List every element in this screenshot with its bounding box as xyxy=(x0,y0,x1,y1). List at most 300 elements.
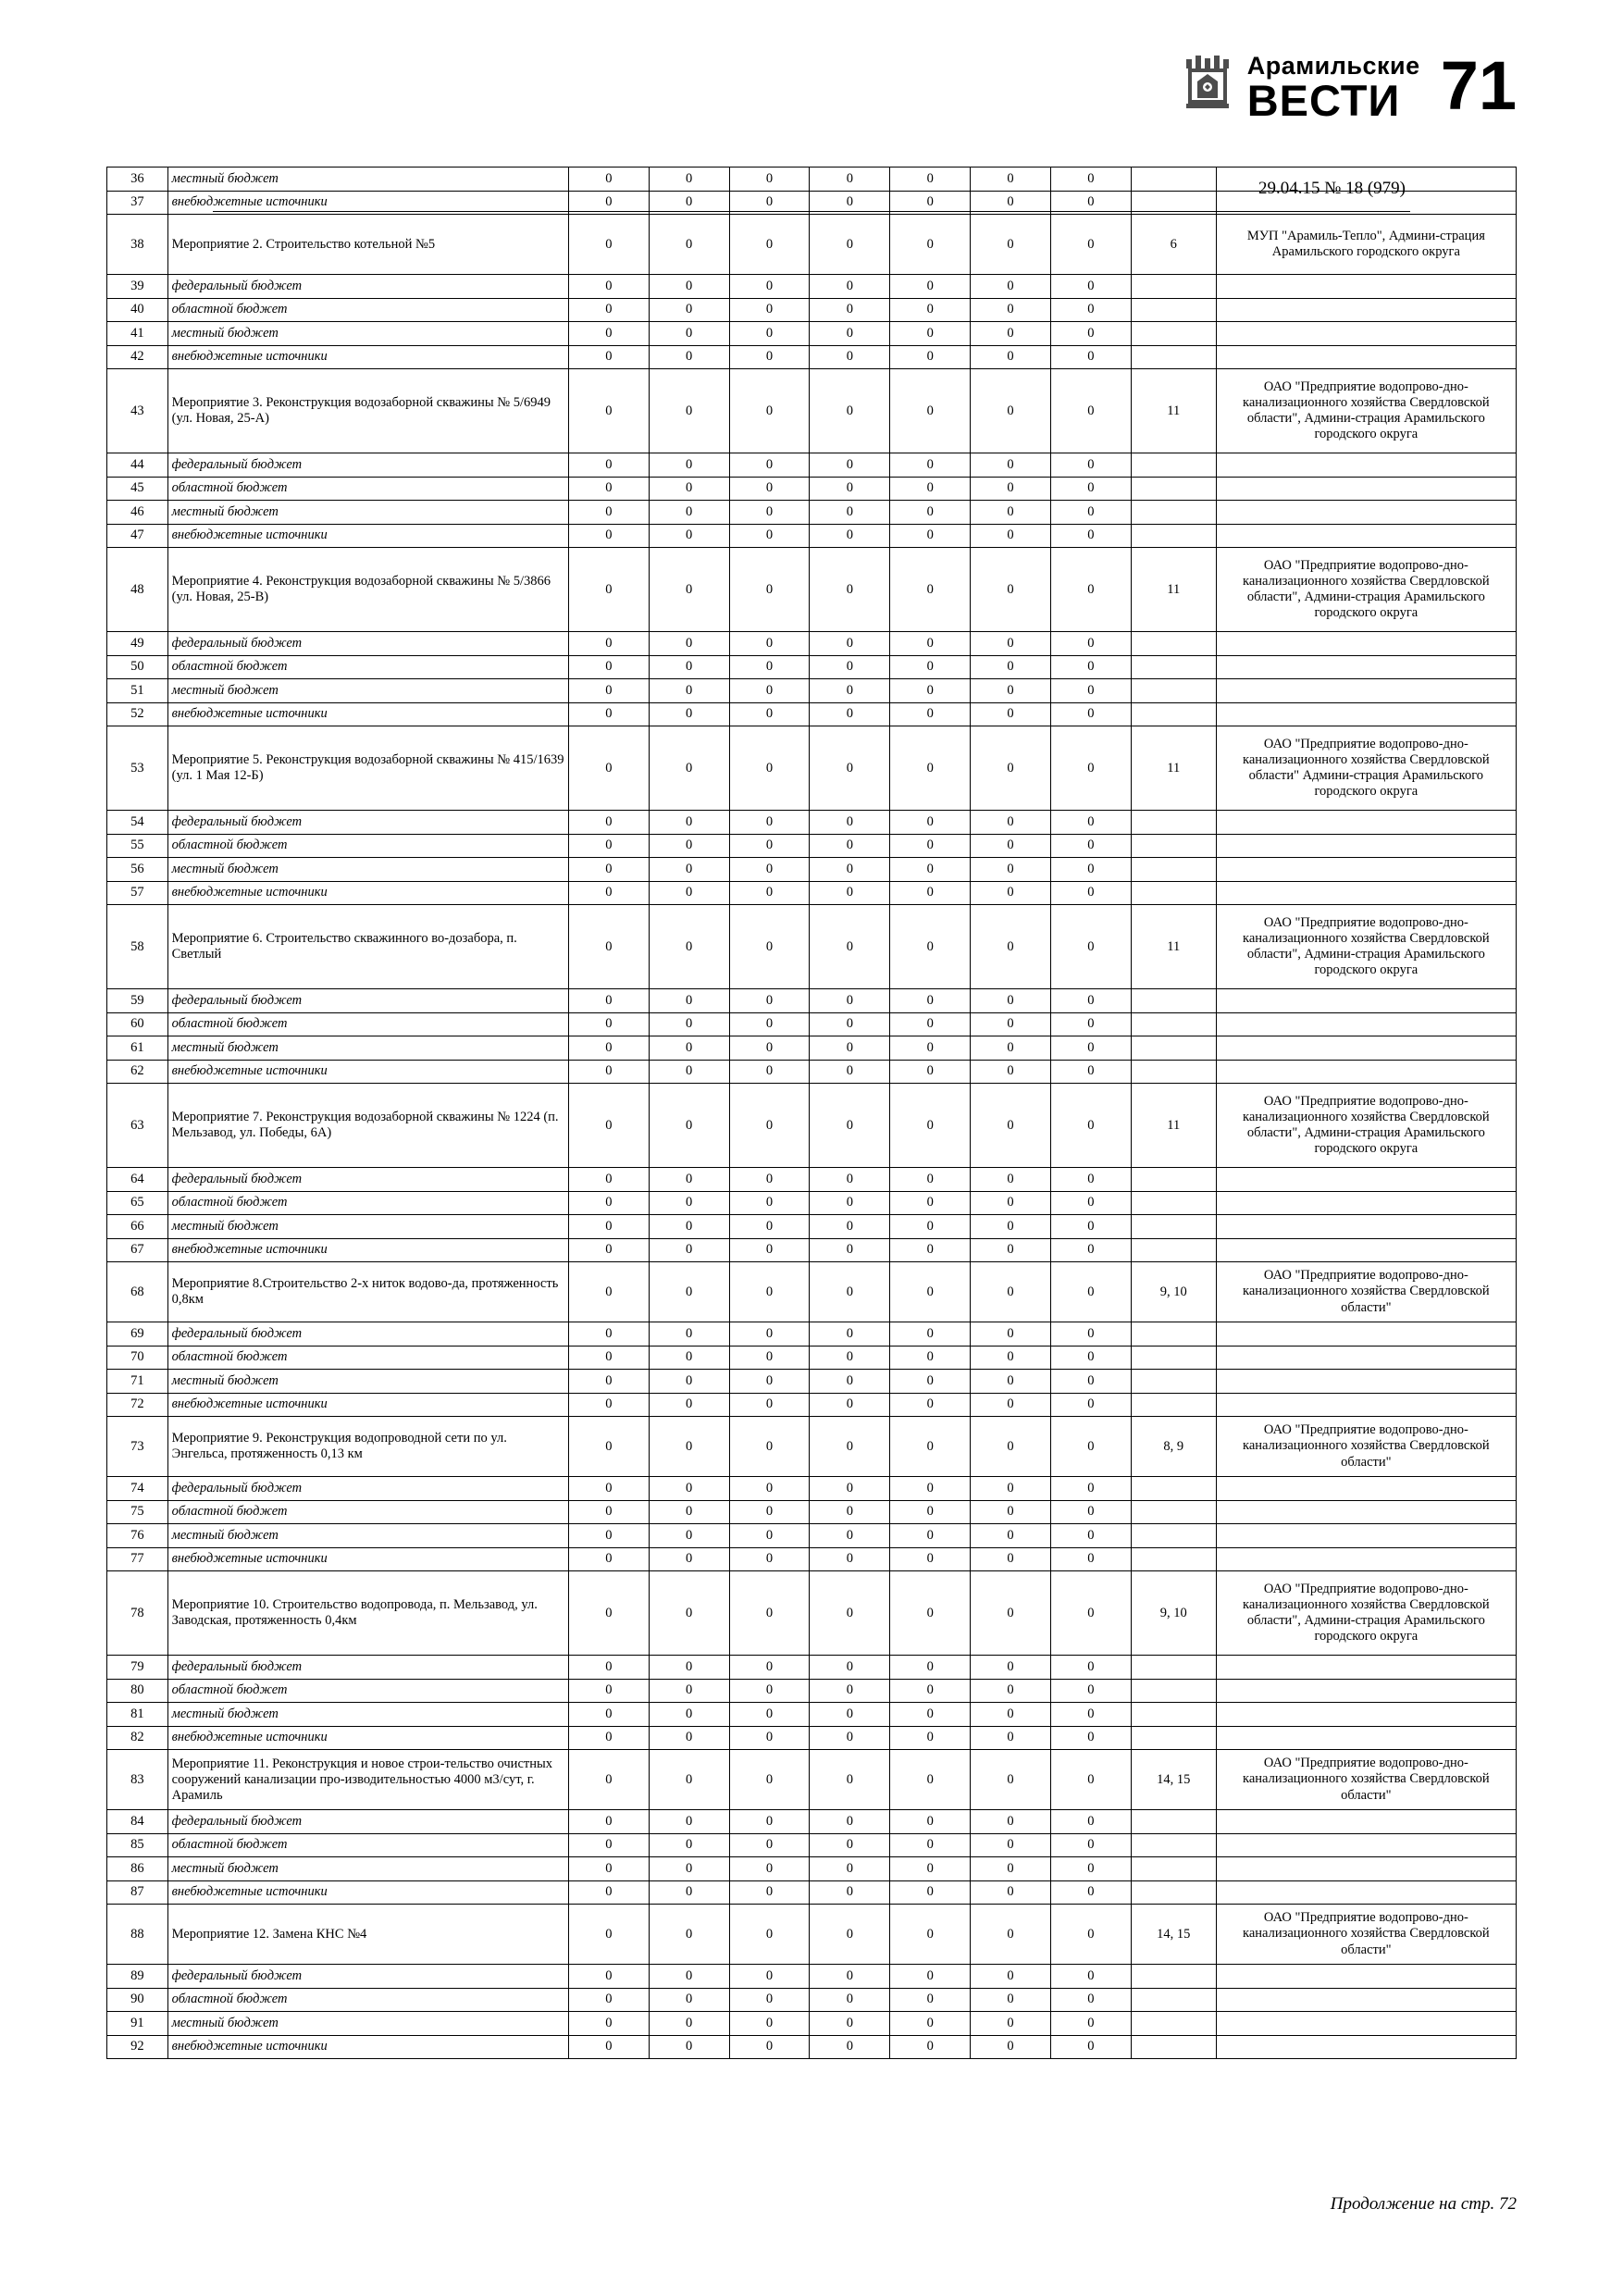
row-value: 0 xyxy=(971,477,1051,501)
row-number: 77 xyxy=(107,1547,168,1571)
table-row xyxy=(107,1012,1517,1036)
row-value: 0 xyxy=(890,905,971,989)
row-executor xyxy=(1216,1322,1516,1347)
row-value: 0 xyxy=(729,1393,810,1417)
row-label: местный бюджет xyxy=(167,1524,568,1548)
row-value: 0 xyxy=(649,191,729,215)
row-value: 0 xyxy=(649,989,729,1013)
row-number: 69 xyxy=(107,1322,168,1347)
row-value: 0 xyxy=(810,881,890,905)
row-value: 0 xyxy=(890,1905,971,1965)
row-target-ref xyxy=(1131,1524,1216,1548)
row-value: 0 xyxy=(729,322,810,346)
row-value: 0 xyxy=(729,2035,810,2059)
row-value: 0 xyxy=(649,298,729,322)
row-number: 50 xyxy=(107,655,168,679)
row-value: 0 xyxy=(810,345,890,369)
row-value: 0 xyxy=(890,811,971,835)
row-label: федеральный бюджет xyxy=(167,1656,568,1680)
row-value: 0 xyxy=(568,369,649,453)
row-value: 0 xyxy=(890,1215,971,1239)
row-value: 0 xyxy=(890,298,971,322)
row-target-ref: 11 xyxy=(1131,1084,1216,1168)
row-number: 44 xyxy=(107,453,168,478)
table-row xyxy=(107,524,1517,548)
row-value: 0 xyxy=(971,905,1051,989)
row-value: 0 xyxy=(1050,1346,1131,1370)
row-number: 52 xyxy=(107,702,168,726)
table-row xyxy=(107,1168,1517,1192)
row-value: 0 xyxy=(810,1905,890,1965)
row-value: 0 xyxy=(649,1168,729,1192)
table-row xyxy=(107,1393,1517,1417)
row-executor xyxy=(1216,1965,1516,1989)
row-label: внебюджетные источники xyxy=(167,881,568,905)
row-label: федеральный бюджет xyxy=(167,811,568,835)
paper-name-line2: ВЕСТИ xyxy=(1246,76,1401,125)
row-value: 0 xyxy=(649,1012,729,1036)
row-value: 0 xyxy=(810,215,890,275)
table-row xyxy=(107,1262,1517,1322)
row-value: 0 xyxy=(810,1393,890,1417)
row-executor xyxy=(1216,1168,1516,1192)
row-value: 0 xyxy=(890,1238,971,1262)
row-label: федеральный бюджет xyxy=(167,989,568,1013)
row-target-ref xyxy=(1131,811,1216,835)
row-target-ref xyxy=(1131,1833,1216,1857)
row-executor xyxy=(1216,1524,1516,1548)
row-value: 0 xyxy=(1050,726,1131,811)
row-target-ref xyxy=(1131,501,1216,525)
table-row xyxy=(107,2012,1517,2036)
row-value: 0 xyxy=(1050,453,1131,478)
row-value: 0 xyxy=(568,702,649,726)
row-executor: ОАО "Предприятие водопрово-дно-канализационного хозяйства Свердловской области", Админи-страция Арамильского городского округа xyxy=(1216,905,1516,989)
row-value: 0 xyxy=(1050,548,1131,632)
row-value: 0 xyxy=(810,632,890,656)
table-row xyxy=(107,1547,1517,1571)
row-value: 0 xyxy=(729,702,810,726)
row-value: 0 xyxy=(971,1477,1051,1501)
row-value: 0 xyxy=(971,524,1051,548)
row-value: 0 xyxy=(890,2035,971,2059)
row-value: 0 xyxy=(568,632,649,656)
row-number: 56 xyxy=(107,858,168,882)
row-value: 0 xyxy=(649,1810,729,1834)
row-value: 0 xyxy=(890,1750,971,1810)
row-label: Мероприятие 5. Реконструкция водозаборной скважины № 415/1639 (ул. 1 Мая 12-Б) xyxy=(167,726,568,811)
row-value: 0 xyxy=(729,501,810,525)
row-target-ref xyxy=(1131,679,1216,703)
row-value: 0 xyxy=(729,1726,810,1750)
row-target-ref xyxy=(1131,298,1216,322)
row-value: 0 xyxy=(568,548,649,632)
table-row xyxy=(107,858,1517,882)
row-value: 0 xyxy=(1050,834,1131,858)
row-value: 0 xyxy=(971,858,1051,882)
row-value: 0 xyxy=(810,1726,890,1750)
row-number: 68 xyxy=(107,1262,168,1322)
row-value: 0 xyxy=(729,2012,810,2036)
row-value: 0 xyxy=(568,501,649,525)
row-value: 0 xyxy=(729,1988,810,2012)
row-value: 0 xyxy=(568,1012,649,1036)
row-value: 0 xyxy=(568,1656,649,1680)
row-executor xyxy=(1216,1238,1516,1262)
row-value: 0 xyxy=(729,524,810,548)
row-value: 0 xyxy=(890,1012,971,1036)
row-value: 0 xyxy=(971,1262,1051,1322)
row-value: 0 xyxy=(729,191,810,215)
row-label: областной бюджет xyxy=(167,834,568,858)
row-value: 0 xyxy=(1050,2012,1131,2036)
row-value: 0 xyxy=(890,345,971,369)
row-target-ref xyxy=(1131,1168,1216,1192)
row-value: 0 xyxy=(810,1750,890,1810)
table-row xyxy=(107,1036,1517,1061)
row-value: 0 xyxy=(729,1477,810,1501)
row-value: 0 xyxy=(729,1238,810,1262)
row-executor: ОАО "Предприятие водопрово-дно-канализационного хозяйства Свердловской области" xyxy=(1216,1417,1516,1477)
row-executor: ОАО "Предприятие водопрово-дно-канализационного хозяйства Свердловской области" xyxy=(1216,1905,1516,1965)
row-value: 0 xyxy=(1050,1370,1131,1394)
row-target-ref xyxy=(1131,1238,1216,1262)
row-label: Мероприятие 11. Реконструкция и новое строи-тельство очистных сооружений канализации про-изводительностью 4000 м3/сут, г. Арамиль xyxy=(167,1750,568,1810)
row-value: 0 xyxy=(568,322,649,346)
row-value: 0 xyxy=(568,2012,649,2036)
table-row xyxy=(107,632,1517,656)
row-target-ref: 8, 9 xyxy=(1131,1417,1216,1477)
table-row xyxy=(107,905,1517,989)
row-executor: ОАО "Предприятие водопрово-дно-канализационного хозяйства Свердловской области", Админи-страция Арамильского городского округа xyxy=(1216,369,1516,453)
table-row xyxy=(107,726,1517,811)
row-number: 43 xyxy=(107,369,168,453)
row-target-ref xyxy=(1131,1477,1216,1501)
row-value: 0 xyxy=(971,679,1051,703)
row-value: 0 xyxy=(810,1370,890,1394)
row-number: 38 xyxy=(107,215,168,275)
row-value: 0 xyxy=(1050,275,1131,299)
row-value: 0 xyxy=(810,322,890,346)
row-value: 0 xyxy=(649,905,729,989)
row-target-ref xyxy=(1131,702,1216,726)
row-label: федеральный бюджет xyxy=(167,275,568,299)
row-value: 0 xyxy=(810,1168,890,1192)
row-value: 0 xyxy=(890,1370,971,1394)
row-target-ref xyxy=(1131,858,1216,882)
row-value: 0 xyxy=(1050,1084,1131,1168)
row-number: 45 xyxy=(107,477,168,501)
row-value: 0 xyxy=(568,1880,649,1905)
row-value: 0 xyxy=(890,275,971,299)
row-label: внебюджетные источники xyxy=(167,1060,568,1084)
row-label: местный бюджет xyxy=(167,1857,568,1881)
row-label: областной бюджет xyxy=(167,1988,568,2012)
row-number: 86 xyxy=(107,1857,168,1881)
row-value: 0 xyxy=(729,1810,810,1834)
row-executor xyxy=(1216,1547,1516,1571)
row-value: 0 xyxy=(729,215,810,275)
row-target-ref xyxy=(1131,1012,1216,1036)
row-value: 0 xyxy=(890,1168,971,1192)
row-label: федеральный бюджет xyxy=(167,453,568,478)
row-value: 0 xyxy=(649,1703,729,1727)
row-value: 0 xyxy=(890,1571,971,1656)
row-value: 0 xyxy=(971,1084,1051,1168)
row-value: 0 xyxy=(890,1500,971,1524)
row-value: 0 xyxy=(649,726,729,811)
row-executor xyxy=(1216,1500,1516,1524)
row-target-ref xyxy=(1131,1679,1216,1703)
table-row xyxy=(107,1905,1517,1965)
row-value: 0 xyxy=(649,1965,729,1989)
row-value: 0 xyxy=(890,834,971,858)
row-value: 0 xyxy=(729,548,810,632)
row-label: областной бюджет xyxy=(167,298,568,322)
row-executor xyxy=(1216,345,1516,369)
row-label: внебюджетные источники xyxy=(167,702,568,726)
table-row xyxy=(107,1060,1517,1084)
table-row xyxy=(107,2035,1517,2059)
row-value: 0 xyxy=(971,345,1051,369)
row-value: 0 xyxy=(890,1191,971,1215)
row-value: 0 xyxy=(971,1750,1051,1810)
issue-line: 29.04.15 № 18 (979) xyxy=(1258,179,1406,198)
row-value: 0 xyxy=(568,2035,649,2059)
row-value: 0 xyxy=(810,1571,890,1656)
row-value: 0 xyxy=(568,1036,649,1061)
row-number: 37 xyxy=(107,191,168,215)
row-value: 0 xyxy=(1050,501,1131,525)
row-value: 0 xyxy=(568,191,649,215)
row-number: 78 xyxy=(107,1571,168,1656)
table-row xyxy=(107,1346,1517,1370)
row-value: 0 xyxy=(568,858,649,882)
row-target-ref: 11 xyxy=(1131,905,1216,989)
row-value: 0 xyxy=(649,477,729,501)
row-value: 0 xyxy=(1050,1750,1131,1810)
row-label: местный бюджет xyxy=(167,1703,568,1727)
row-label: Мероприятие 10. Строительство водопровода, п. Мельзавод, ул. Заводская, протяженность 0,4км xyxy=(167,1571,568,1656)
row-value: 0 xyxy=(729,1500,810,1524)
row-value: 0 xyxy=(1050,679,1131,703)
row-value: 0 xyxy=(568,655,649,679)
row-value: 0 xyxy=(568,1168,649,1192)
row-value: 0 xyxy=(729,1857,810,1881)
row-value: 0 xyxy=(810,1036,890,1061)
row-value: 0 xyxy=(568,989,649,1013)
row-value: 0 xyxy=(649,1262,729,1322)
row-target-ref: 9, 10 xyxy=(1131,1262,1216,1322)
table-row xyxy=(107,1656,1517,1680)
row-value: 0 xyxy=(1050,632,1131,656)
row-value: 0 xyxy=(971,1191,1051,1215)
row-value: 0 xyxy=(971,1322,1051,1347)
row-value: 0 xyxy=(971,1833,1051,1857)
row-value: 0 xyxy=(1050,905,1131,989)
row-executor: МУП "Арамиль-Тепло", Админи-страция Арамильского городского округа xyxy=(1216,215,1516,275)
row-number: 80 xyxy=(107,1679,168,1703)
table-row xyxy=(107,1571,1517,1656)
row-executor xyxy=(1216,1477,1516,1501)
row-value: 0 xyxy=(729,275,810,299)
row-label: местный бюджет xyxy=(167,501,568,525)
row-value: 0 xyxy=(568,1238,649,1262)
row-number: 48 xyxy=(107,548,168,632)
row-value: 0 xyxy=(971,2012,1051,2036)
row-value: 0 xyxy=(810,1477,890,1501)
row-value: 0 xyxy=(729,1322,810,1347)
row-value: 0 xyxy=(971,1524,1051,1548)
row-value: 0 xyxy=(971,1215,1051,1239)
row-value: 0 xyxy=(810,548,890,632)
row-value: 0 xyxy=(568,1726,649,1750)
row-target-ref xyxy=(1131,1191,1216,1215)
row-target-ref xyxy=(1131,1393,1216,1417)
row-target-ref xyxy=(1131,1988,1216,2012)
row-value: 0 xyxy=(729,453,810,478)
row-value: 0 xyxy=(568,1833,649,1857)
row-value: 0 xyxy=(810,1215,890,1239)
row-executor xyxy=(1216,679,1516,703)
row-value: 0 xyxy=(810,1322,890,1347)
row-value: 0 xyxy=(649,1417,729,1477)
row-value: 0 xyxy=(971,881,1051,905)
table-row xyxy=(107,1703,1517,1727)
row-label: федеральный бюджет xyxy=(167,1477,568,1501)
row-value: 0 xyxy=(810,811,890,835)
row-label: Мероприятие 9. Реконструкция водопроводной сети по ул. Энгельса, протяженность 0,13 км xyxy=(167,1417,568,1477)
table-row xyxy=(107,1322,1517,1347)
row-value: 0 xyxy=(1050,989,1131,1013)
row-value: 0 xyxy=(568,524,649,548)
table-row xyxy=(107,501,1517,525)
row-value: 0 xyxy=(810,858,890,882)
row-value: 0 xyxy=(971,811,1051,835)
row-label: областной бюджет xyxy=(167,1833,568,1857)
row-number: 55 xyxy=(107,834,168,858)
row-value: 0 xyxy=(568,1905,649,1965)
row-value: 0 xyxy=(890,548,971,632)
row-target-ref xyxy=(1131,834,1216,858)
row-value: 0 xyxy=(649,834,729,858)
row-value: 0 xyxy=(729,834,810,858)
row-executor xyxy=(1216,1012,1516,1036)
row-value: 0 xyxy=(890,1036,971,1061)
row-value: 0 xyxy=(649,168,729,192)
row-label: местный бюджет xyxy=(167,1215,568,1239)
table-row xyxy=(107,275,1517,299)
row-value: 0 xyxy=(971,453,1051,478)
row-target-ref xyxy=(1131,1857,1216,1881)
row-value: 0 xyxy=(649,275,729,299)
row-number: 39 xyxy=(107,275,168,299)
row-value: 0 xyxy=(1050,322,1131,346)
row-target-ref xyxy=(1131,453,1216,478)
row-target-ref: 11 xyxy=(1131,548,1216,632)
row-value: 0 xyxy=(649,1726,729,1750)
row-label: внебюджетные источники xyxy=(167,1726,568,1750)
row-value: 0 xyxy=(810,2035,890,2059)
row-value: 0 xyxy=(971,1679,1051,1703)
table-row xyxy=(107,215,1517,275)
row-target-ref xyxy=(1131,1036,1216,1061)
row-label: местный бюджет xyxy=(167,168,568,192)
row-value: 0 xyxy=(649,1238,729,1262)
row-value: 0 xyxy=(810,702,890,726)
row-value: 0 xyxy=(568,1417,649,1477)
table-row xyxy=(107,1477,1517,1501)
row-number: 92 xyxy=(107,2035,168,2059)
row-label: Мероприятие 7. Реконструкция водозаборной скважины № 1224 (п. Мельзавод, ул. Победы, 6А) xyxy=(167,1084,568,1168)
row-value: 0 xyxy=(971,1370,1051,1394)
row-executor xyxy=(1216,632,1516,656)
row-target-ref xyxy=(1131,1726,1216,1750)
row-target-ref xyxy=(1131,2035,1216,2059)
table-row xyxy=(107,655,1517,679)
row-value: 0 xyxy=(890,501,971,525)
row-value: 0 xyxy=(729,345,810,369)
row-executor xyxy=(1216,1215,1516,1239)
row-executor xyxy=(1216,1393,1516,1417)
row-value: 0 xyxy=(810,168,890,192)
row-value: 0 xyxy=(890,1524,971,1548)
row-target-ref xyxy=(1131,477,1216,501)
row-executor xyxy=(1216,524,1516,548)
row-value: 0 xyxy=(810,501,890,525)
row-label: федеральный бюджет xyxy=(167,1810,568,1834)
row-value: 0 xyxy=(568,453,649,478)
row-value: 0 xyxy=(890,1084,971,1168)
table-row xyxy=(107,834,1517,858)
row-executor xyxy=(1216,655,1516,679)
row-target-ref xyxy=(1131,1965,1216,1989)
row-target-ref xyxy=(1131,1322,1216,1347)
row-value: 0 xyxy=(810,1238,890,1262)
row-executor xyxy=(1216,1060,1516,1084)
row-number: 79 xyxy=(107,1656,168,1680)
row-value: 0 xyxy=(729,1215,810,1239)
row-value: 0 xyxy=(649,1679,729,1703)
row-target-ref xyxy=(1131,345,1216,369)
row-value: 0 xyxy=(568,215,649,275)
row-label: федеральный бюджет xyxy=(167,1168,568,1192)
row-value: 0 xyxy=(1050,1524,1131,1548)
row-value: 0 xyxy=(649,1833,729,1857)
table-row xyxy=(107,322,1517,346)
row-value: 0 xyxy=(1050,1060,1131,1084)
row-value: 0 xyxy=(649,1750,729,1810)
row-executor xyxy=(1216,1880,1516,1905)
row-value: 0 xyxy=(568,1965,649,1989)
row-value: 0 xyxy=(1050,1965,1131,1989)
row-value: 0 xyxy=(971,702,1051,726)
row-value: 0 xyxy=(1050,369,1131,453)
row-value: 0 xyxy=(568,345,649,369)
row-value: 0 xyxy=(971,989,1051,1013)
row-value: 0 xyxy=(649,1191,729,1215)
row-value: 0 xyxy=(810,655,890,679)
coat-of-arms-icon xyxy=(1181,54,1234,111)
row-number: 66 xyxy=(107,1215,168,1239)
row-value: 0 xyxy=(810,1547,890,1571)
row-value: 0 xyxy=(649,322,729,346)
row-value: 0 xyxy=(890,369,971,453)
row-value: 0 xyxy=(810,1417,890,1477)
row-target-ref xyxy=(1131,1547,1216,1571)
row-value: 0 xyxy=(890,1060,971,1084)
row-executor: ОАО "Предприятие водопрово-дно-канализационного хозяйства Свердловской области" Админи-страция Арамильского городского округа xyxy=(1216,726,1516,811)
